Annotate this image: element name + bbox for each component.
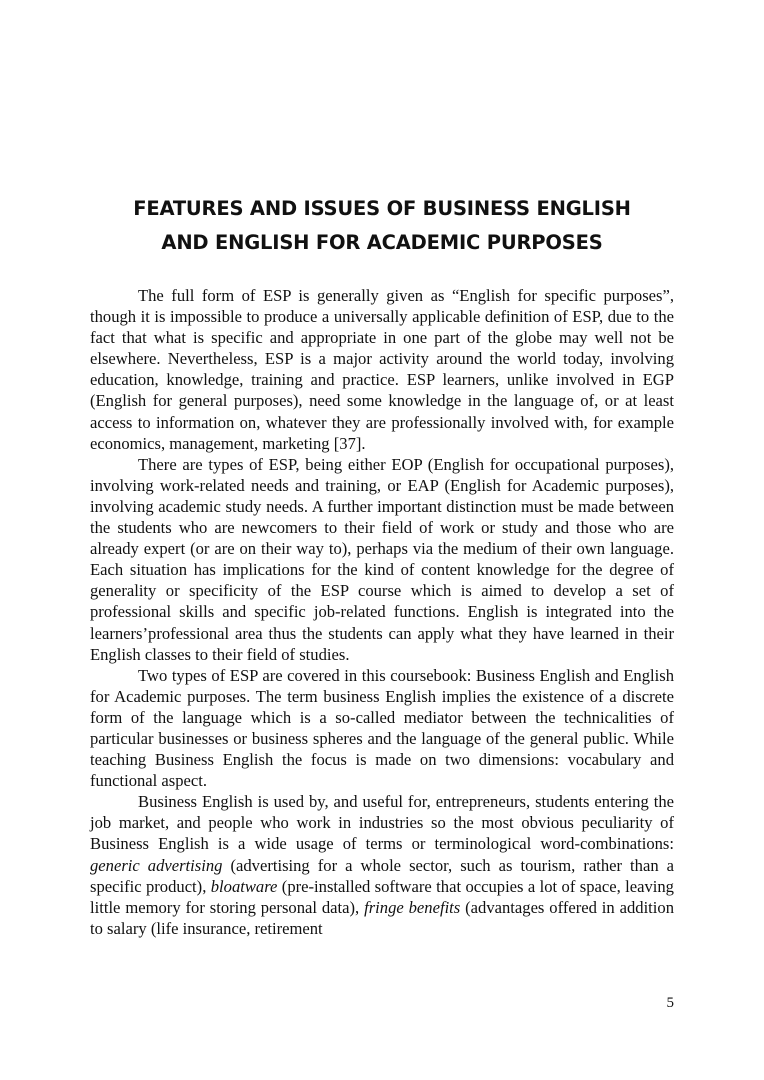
term-generic-advertising: generic advertising	[90, 855, 223, 875]
title-line-2: AND ENGLISH FOR ACADEMIC PURPOSES	[161, 231, 603, 254]
term-bloatware: bloatware	[210, 876, 278, 896]
paragraph-4-text-4: (advantages offered in addition to salary (life insurance, retirement	[90, 897, 674, 938]
term-fringe-benefits: fringe benefits	[364, 897, 461, 917]
page-title	[90, 192, 674, 260]
paragraph-4-text-2: (advertising for a whole sector, such as tourism, rather than a specific product),	[90, 855, 674, 896]
paragraph-1: The full form of ESP is generally given as “English for specific purposes”, though it is impossible to produce a universally applicable definition of ESP, due to the fact that what is specific and appropriate in one part of the globe may well not be elsewhere. Nevertheless, ESP is a major activity around the world today, involving education, knowledge, training and practice. ESP learners, unlike involved in EGP (English for general purposes), need some knowledge in the language of, or at least access to information on, whatever they are professionally involved with, for example economics, management, marketing [37].	[90, 286, 674, 453]
paragraph-4-text-3: (pre-installed software that occupies a lot of space, leaving little memory for storing personal data),	[90, 876, 674, 917]
title-line-1: FEATURES AND ISSUES OF BUSINESS ENGLISH	[133, 197, 631, 220]
body-text	[90, 285, 674, 939]
paragraph-4-text-1: Business English is used by, and useful for, entrepreneurs, students entering the job market, and people who work in industries so the most obvious peculiarity of Business English is a wide usage of terms or terminological word-combinations:	[90, 792, 674, 854]
paragraph-2: There are types of ESP, being either EOP (English for occupational purposes), involving work-related needs and training, or EAP (English for Academic purposes), involving academic study needs. A further important distinction must be made between the students who are newcomers to their field of work or study and those who are already expert (or are on their way to), perhaps via the medium of their own language. Each situation has implications for the kind of content knowledge for the degree of generality or specificity of the ESP course which is aimed to develop a set of professional skills and specific job-related functions. English is integrated into the learners’professional area thus the students can apply what they have learned in their English classes to their field of studies.	[90, 454, 674, 664]
paragraph-3: Two types of ESP are covered in this coursebook: Business English and English for Academic purposes. The term business English implies the existence of a discrete form of the language which is a so-called mediator between the technicalities of particular businesses or business spheres and the language of the general public. While teaching Business English the focus is made on two dimensions: vocabulary and functional aspect.	[90, 665, 674, 791]
paragraph-4	[90, 791, 674, 939]
page-number: 5	[666, 995, 674, 1011]
